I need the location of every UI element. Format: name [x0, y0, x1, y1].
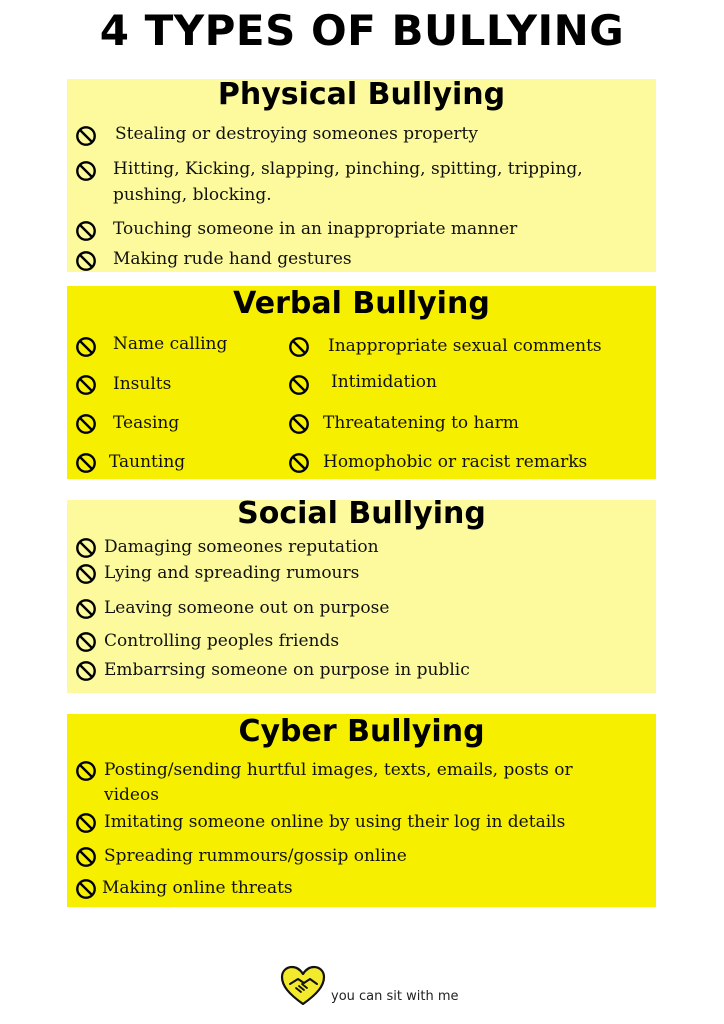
prohibited-icon	[288, 413, 310, 435]
prohibited-icon	[288, 336, 310, 358]
prohibited-icon	[75, 598, 97, 620]
prohibited-icon	[75, 374, 97, 396]
heart-handshake-icon	[279, 962, 327, 1010]
list-item: Hitting, Kicking, slapping, pinching, spitting, tripping,	[113, 159, 583, 179]
prohibited-icon	[75, 760, 97, 782]
prohibited-icon	[75, 220, 97, 242]
list-item: Threatatening to harm	[323, 413, 519, 433]
list-item: Name calling	[113, 334, 228, 354]
list-item: Taunting	[109, 452, 186, 472]
list-item: Teasing	[113, 413, 180, 433]
prohibited-icon	[75, 660, 97, 682]
list-item: Stealing or destroying someones property	[115, 124, 478, 144]
list-item: Insults	[113, 374, 172, 394]
brand-name: you can sit with me	[331, 989, 459, 1004]
list-item: Inappropriate sexual comments	[328, 336, 602, 356]
list-item: Touching someone in an inappropriate manner	[113, 219, 518, 239]
list-item: Making online threats	[102, 878, 293, 898]
list-item: Posting/sending hurtful images, texts, emails, posts or	[104, 760, 573, 780]
verbal-bullying-section	[67, 286, 656, 479]
list-item: Embarrsing someone on purpose in public	[104, 660, 470, 680]
prohibited-icon	[75, 160, 97, 182]
list-item: Making rude hand gestures	[113, 249, 352, 269]
prohibited-icon	[75, 413, 97, 435]
prohibited-icon	[75, 125, 97, 147]
prohibited-icon	[75, 812, 97, 834]
list-item: Intimidation	[331, 372, 437, 392]
physical-bullying-heading: Physical Bullying	[217, 77, 506, 112]
list-item: Imitating someone online by using their log in details	[104, 812, 566, 832]
physical-bullying-section	[67, 79, 656, 272]
list-item: Homophobic or racist remarks	[323, 452, 588, 472]
prohibited-icon	[288, 452, 310, 474]
prohibited-icon	[75, 537, 97, 559]
cyber-bullying-heading: Cyber Bullying	[238, 714, 485, 749]
verbal-bullying-heading: Verbal Bullying	[233, 286, 490, 321]
cyber-bullying-section	[67, 714, 656, 907]
list-item: Spreading rummours/gossip online	[104, 846, 407, 866]
social-bullying-section	[67, 496, 656, 693]
social-bullying-heading: Social Bullying	[237, 496, 486, 531]
page-title: 4 TYPES OF BULLYING	[99, 6, 625, 55]
prohibited-icon	[288, 374, 310, 396]
prohibited-icon	[75, 336, 97, 358]
prohibited-icon	[75, 846, 97, 868]
prohibited-icon	[75, 452, 97, 474]
prohibited-icon	[75, 563, 97, 585]
list-item: Controlling peoples friends	[104, 631, 340, 651]
list-item-continuation: videos	[104, 785, 159, 805]
list-item: Leaving someone out on purpose	[104, 598, 390, 618]
list-item: Damaging someones reputation	[104, 537, 379, 557]
prohibited-icon	[75, 631, 97, 653]
list-item-continuation: pushing, blocking.	[113, 185, 272, 205]
list-item: Lying and spreading rumours	[104, 563, 360, 583]
prohibited-icon	[75, 878, 97, 900]
prohibited-icon	[75, 250, 97, 272]
